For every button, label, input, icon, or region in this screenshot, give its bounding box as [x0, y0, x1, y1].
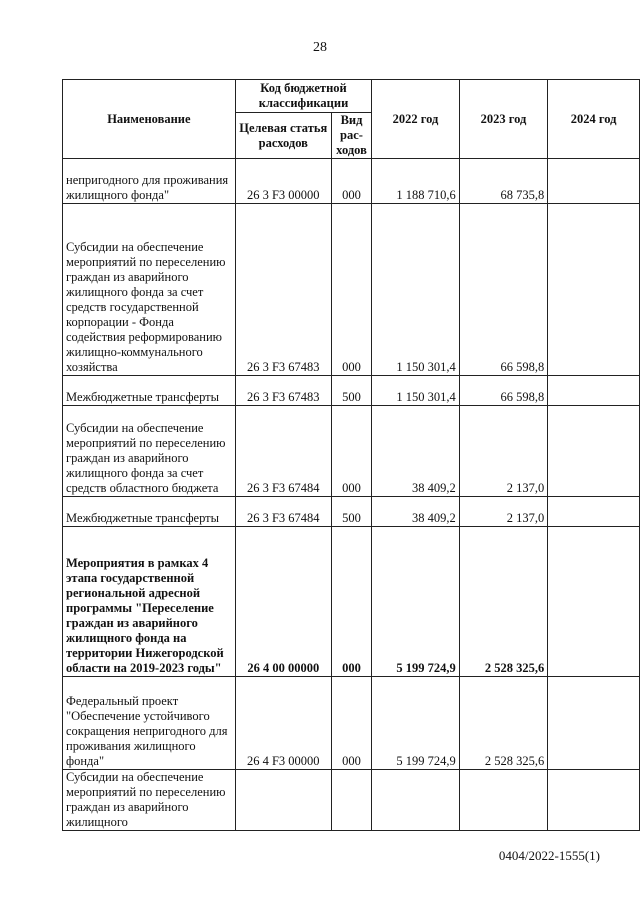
row-target-code: 26 3 F3 00000: [235, 159, 331, 204]
row-value-2022: 38 409,2: [372, 497, 459, 527]
table-row: [63, 770, 640, 831]
row-value-2024: [548, 497, 640, 527]
header-expense-type: Вид рас-ходов: [331, 113, 372, 159]
row-name: непригодного для проживания жилищного фонда": [63, 159, 236, 204]
row-target-code: 26 3 F3 67483: [235, 376, 331, 406]
row-expense-type: 000: [331, 527, 372, 677]
row-expense-type: 500: [331, 497, 372, 527]
row-value-2022: 1 188 710,6: [372, 159, 459, 204]
row-name: Федеральный проект "Обеспечение устойчивого сокращения непригодного для проживания жилищного фонда": [63, 677, 236, 770]
row-value-2022: 5 199 724,9: [372, 527, 459, 677]
row-value-2022: 5 199 724,9: [372, 677, 459, 770]
table-row: [63, 527, 640, 677]
row-expense-type: 000: [331, 406, 372, 497]
row-name: Субсидии на обеспечение мероприятий по переселению граждан из аварийного жилищного фонда за счет средств государственной корпорации - Фонда содействия реформированию жилищно-коммунального хозяйства: [63, 204, 236, 376]
row-value-2024: [548, 376, 640, 406]
page-number: 28: [313, 40, 327, 55]
row-expense-type: 000: [331, 159, 372, 204]
row-value-2023: 2 528 325,6: [459, 527, 548, 677]
row-value-2022: 1 150 301,4: [372, 204, 459, 376]
row-value-2023: 68 735,8: [459, 159, 548, 204]
row-value-2023: 66 598,8: [459, 204, 548, 376]
row-value-2024: [548, 204, 640, 376]
header-code-group: Код бюджетной классификации: [235, 80, 372, 113]
row-target-code: 26 3 F3 67484: [235, 497, 331, 527]
row-value-2022: [372, 770, 459, 831]
row-value-2024: [548, 770, 640, 831]
budget-table: [62, 79, 640, 831]
table-row: [63, 204, 640, 376]
row-target-code: 26 3 F3 67484: [235, 406, 331, 497]
row-value-2022: 1 150 301,4: [372, 376, 459, 406]
table-row: [63, 376, 640, 406]
header-target-article: Целевая статья расходов: [235, 113, 331, 159]
table-row: [63, 677, 640, 770]
header-2022: 2022 год: [372, 80, 459, 159]
row-value-2023: 2 528 325,6: [459, 677, 548, 770]
row-value-2024: [548, 406, 640, 497]
row-expense-type: 000: [331, 204, 372, 376]
row-value-2023: 2 137,0: [459, 497, 548, 527]
table-row: [63, 497, 640, 527]
row-expense-type: 000: [331, 677, 372, 770]
row-value-2024: [548, 159, 640, 204]
row-target-code: 26 3 F3 67483: [235, 204, 331, 376]
header-2024: 2024 год: [548, 80, 640, 159]
row-value-2023: 2 137,0: [459, 406, 548, 497]
table-row: [63, 159, 640, 204]
row-value-2024: [548, 677, 640, 770]
row-name: Субсидии на обеспечение мероприятий по переселению граждан из аварийного жилищного: [63, 770, 236, 831]
row-value-2022: 38 409,2: [372, 406, 459, 497]
row-name: Мероприятия в рамках 4 этапа государственной региональной адресной программы "Переселение граждан из аварийного жилищного фонда на территории Нижегородской области на 2019-2023 годы": [63, 527, 236, 677]
header-2023: 2023 год: [459, 80, 548, 159]
row-target-code: [235, 770, 331, 831]
row-expense-type: [331, 770, 372, 831]
row-target-code: 26 4 00 00000: [235, 527, 331, 677]
header-name: Наименование: [63, 80, 236, 159]
row-value-2023: 66 598,8: [459, 376, 548, 406]
row-target-code: 26 4 F3 00000: [235, 677, 331, 770]
table-row: [63, 406, 640, 497]
row-value-2024: [548, 527, 640, 677]
row-name: Межбюджетные трансферты: [63, 376, 236, 406]
row-value-2023: [459, 770, 548, 831]
row-name: Субсидии на обеспечение мероприятий по переселению граждан из аварийного жилищного фонда за счет средств областного бюджета: [63, 406, 236, 497]
row-expense-type: 500: [331, 376, 372, 406]
document-code: 0404/2022-1555(1): [498, 848, 600, 863]
row-name: Межбюджетные трансферты: [63, 497, 236, 527]
